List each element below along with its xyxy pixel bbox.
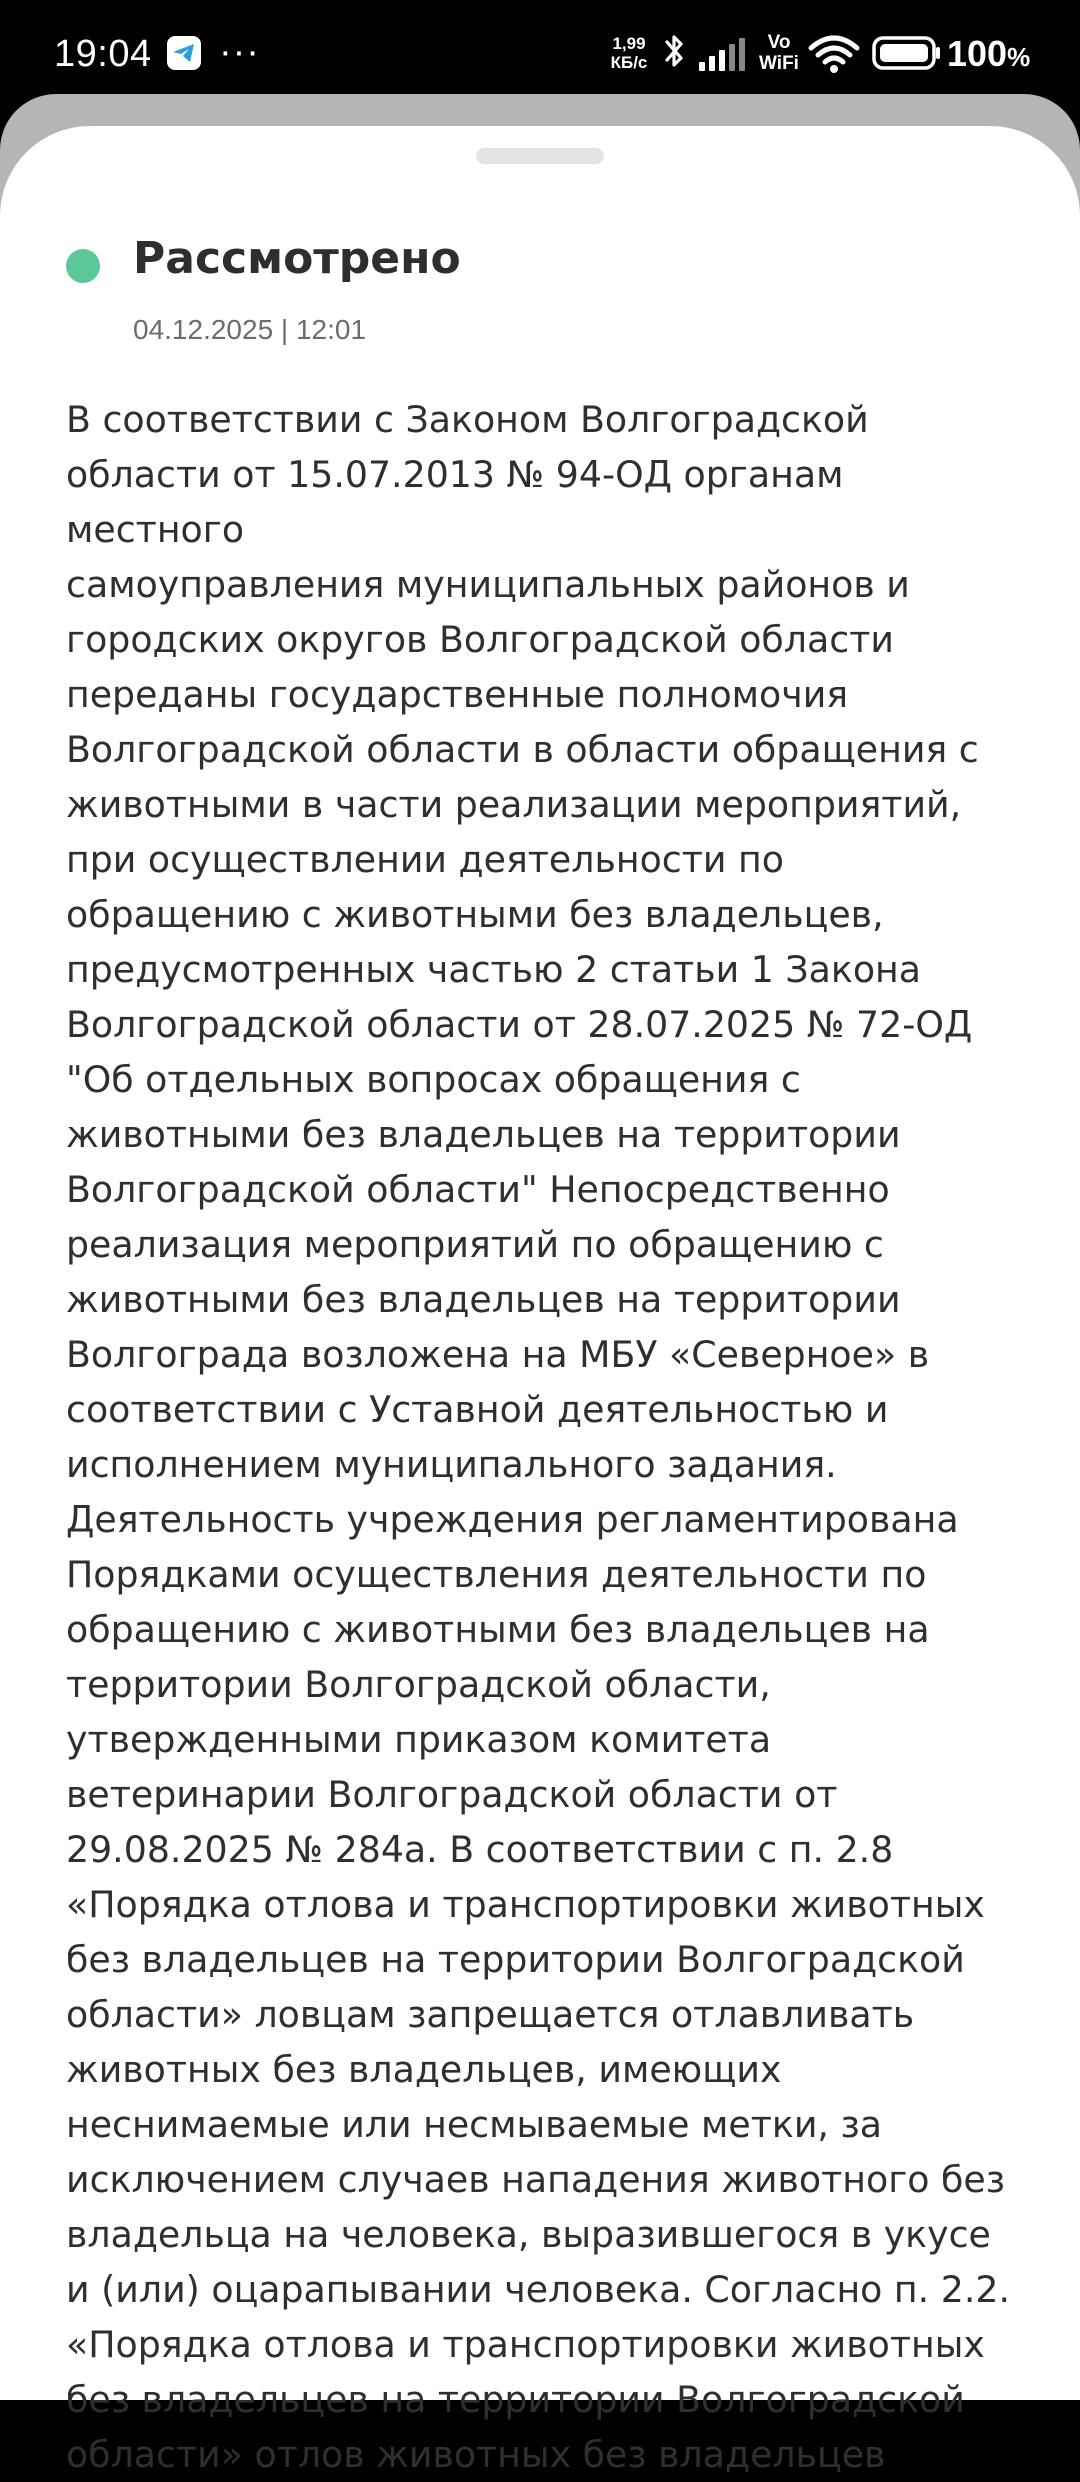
bottom-sheet[interactable] — [0, 126, 1080, 2476]
status-dot-icon — [66, 249, 100, 283]
vowifi-indicator — [757, 32, 801, 74]
vowifi-top: Vo — [767, 32, 791, 53]
battery-level: 100 — [947, 33, 1008, 74]
wifi-icon — [808, 34, 860, 74]
status-date: 04.12.2025 | 12:01 — [133, 314, 367, 345]
battery-icon — [872, 36, 942, 70]
status-time: 19:04 — [54, 33, 152, 75]
signal-icon — [698, 36, 750, 72]
vowifi-bottom: WiFi — [759, 53, 799, 74]
bluetooth-icon — [664, 32, 686, 70]
network-speed — [604, 34, 654, 72]
response-text: В соответствии с Законом Волгоградской области от 15.07.2013 № 94-ОД органам местного самоуправления муниципальных районов и городских округов Волгоградской области переданы государственные полномочия Волгоградской области в области обращения с животными в части реализации мероприятий, при осуществлении деятельности по обращению с животными без владельцев, предусмотренных частью 2 статьи 1 Закона Волгоградской области от 28.07.2025 № 72-ОД "Об отдельных вопросах обращения с животными без владельцев на территории Волгоградской области" Непосредственно реализация мероприятий по обращению с животными без владельцев на территории Волгограда возложена на МБУ «Северное» в соответствии с Уставной деятельностью и исполнением муниципального задания. Деятельность учреждения регламентирована Порядками осуществления деятельности по обращению с животными без владельцев на территории Волгоградской области, утвержденными приказом комитета ветеринарии Волгоградской области от 29.08.2025 № 284а. В соответствии с п. 2.8 «Порядка отлова и транспортировки животных без владельцев на территории Волгоградской области» ловцам запрещается отлавливать животных без владельцев, имеющих неснимаемые или несмываемые метки, за исключением случаев нападения животного без владельца на человека, выразившегося в укусе и (или) оцарапывании человека. Согласно п. 2.2. «Порядка отлова и транспортировки животных без владельцев на территории Волгоградской области» отлов животных без владельцев — [66, 398, 1010, 2476]
status-bar — [0, 0, 1080, 108]
telegram-icon — [167, 36, 201, 70]
battery-percentage — [947, 28, 1030, 83]
status-title: Рассмотрено — [133, 233, 461, 284]
battery-percent-sign: % — [1007, 42, 1031, 72]
network-speed-value: 1,99 — [612, 34, 646, 53]
more-dots-icon: ··· — [219, 31, 260, 73]
network-speed-unit: КБ/с — [610, 53, 648, 72]
drag-handle[interactable] — [476, 148, 604, 164]
